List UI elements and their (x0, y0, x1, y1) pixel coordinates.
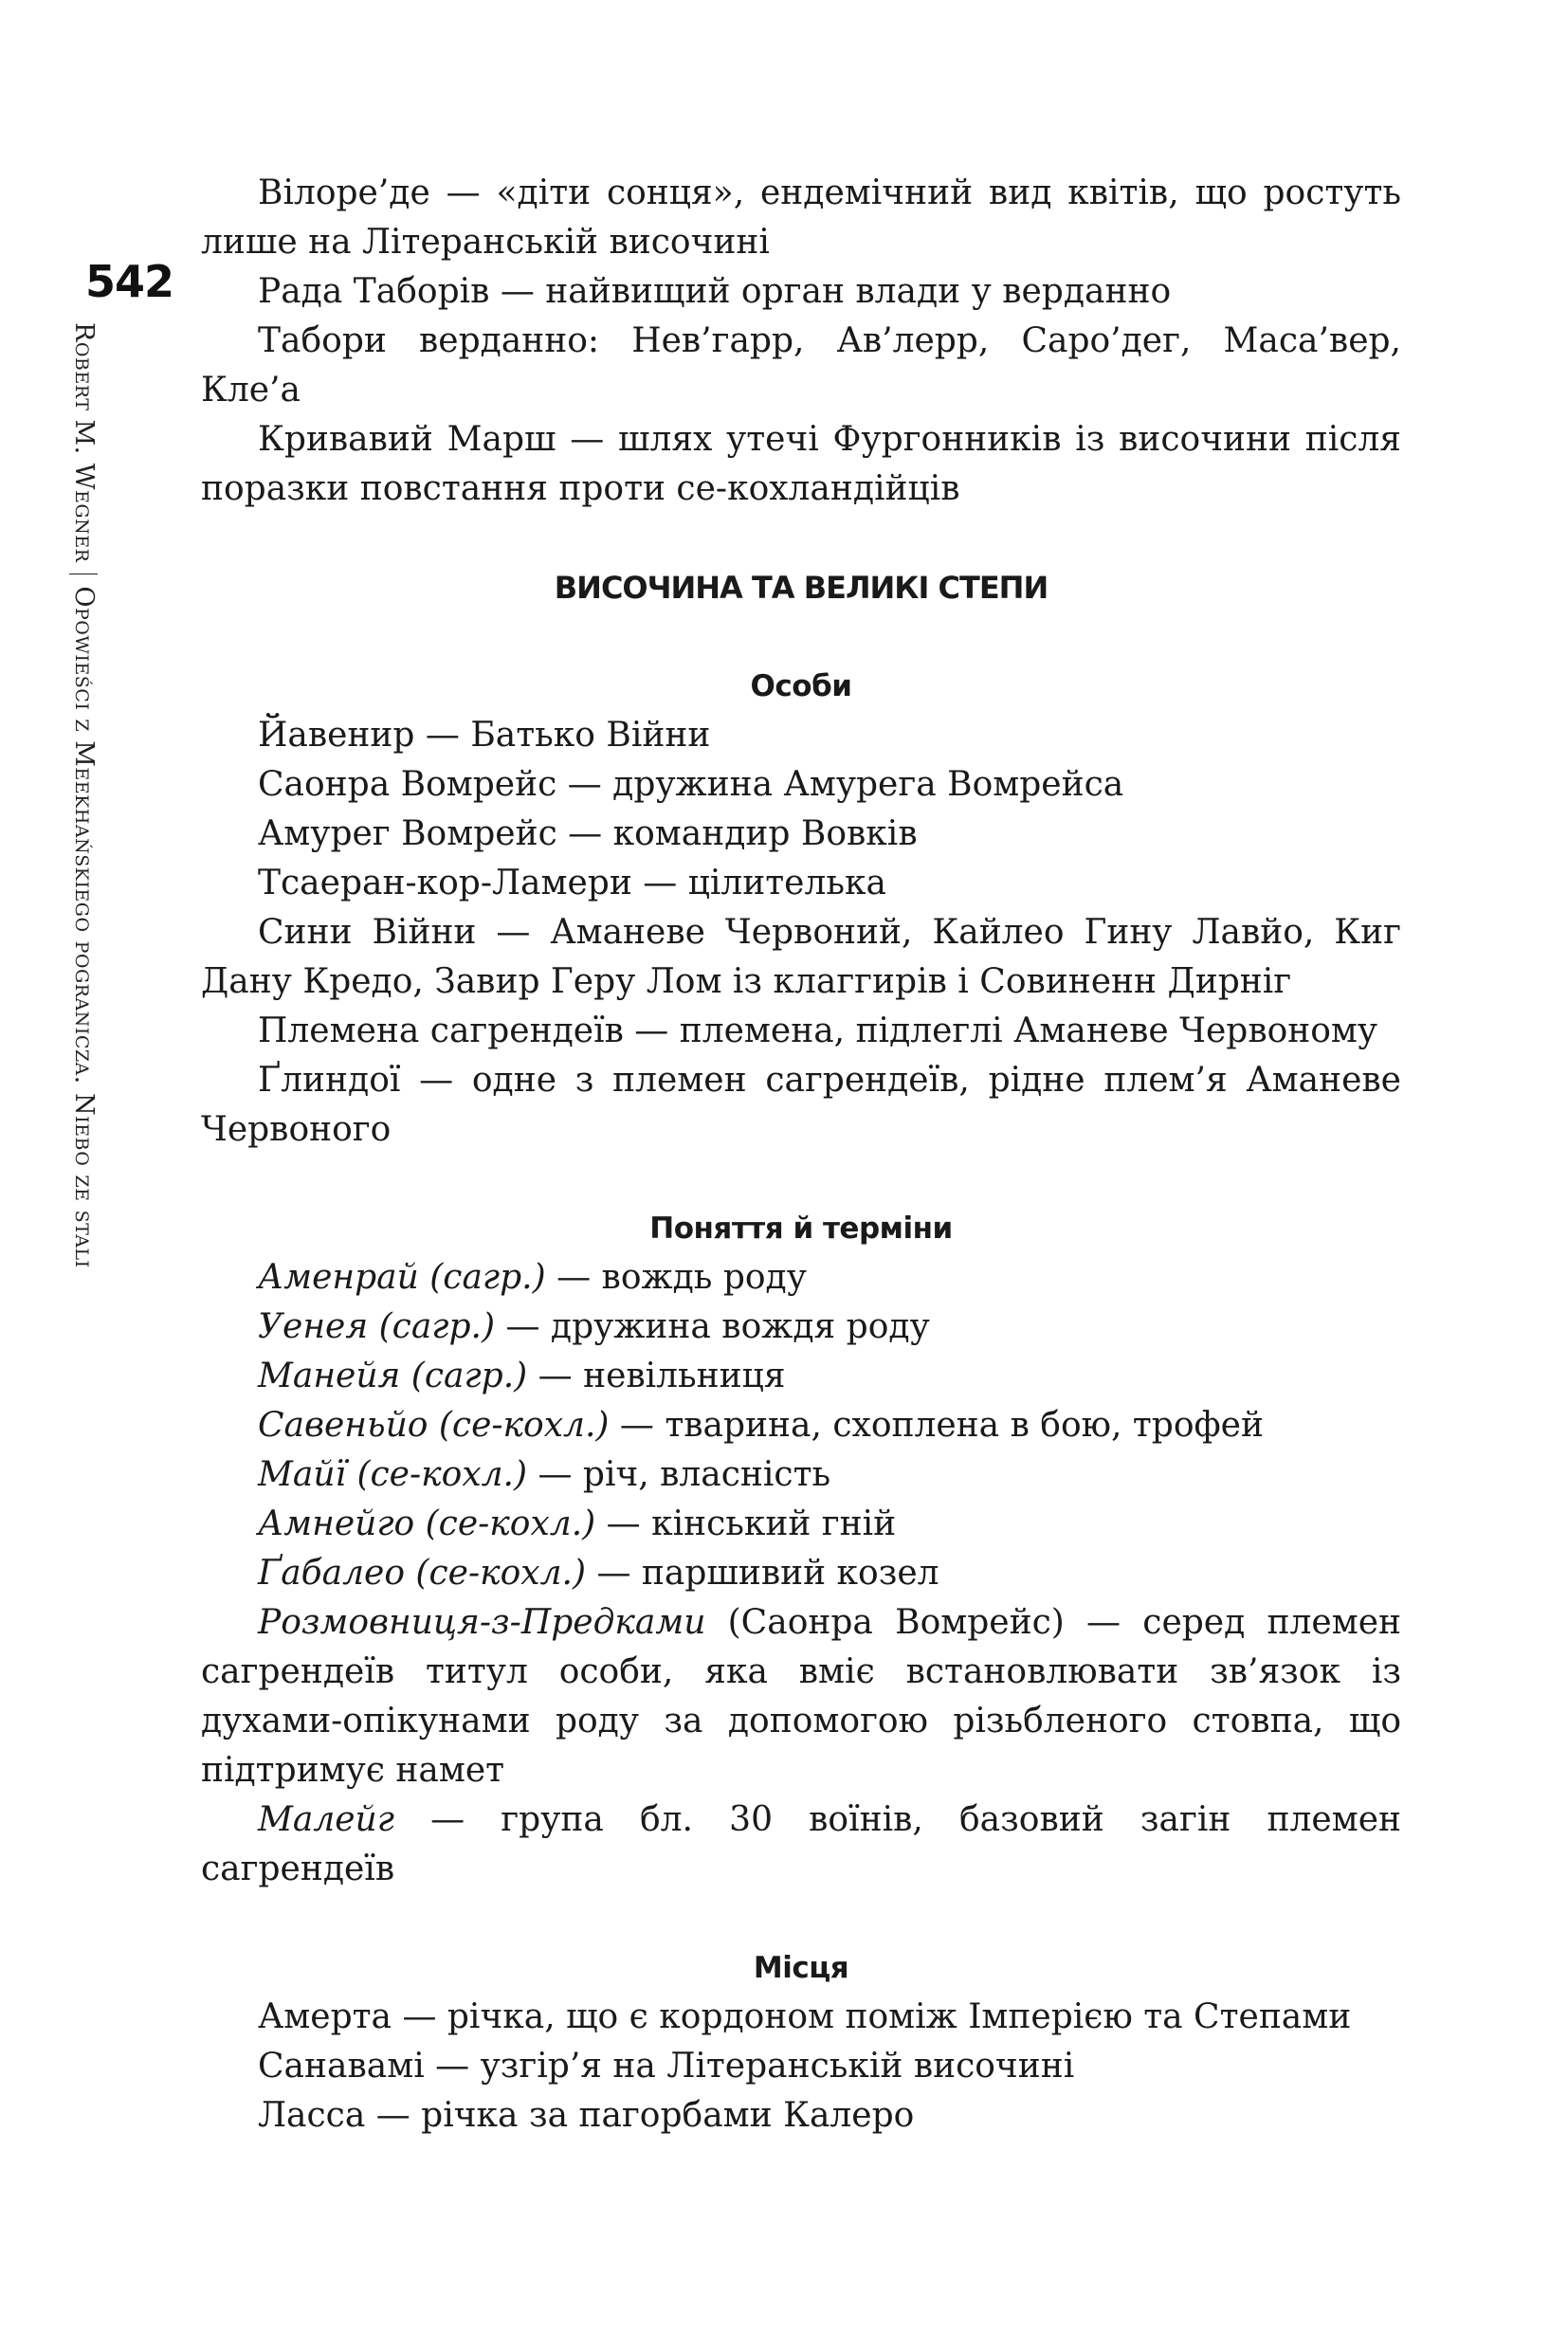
term-entry (201, 1795, 1401, 1894)
running-head-title: Opowieści z Meekhańskiego pogranicza. Niebo ze stali (69, 586, 99, 1268)
term-entry (201, 1450, 1401, 1500)
section-title: ВИСОЧИНА ТА ВЕЛИКІ СТЕПИ (554, 570, 1048, 606)
running-head-author: Robert M. Wegner (69, 322, 99, 563)
term-definition: — дружина вождя роду (495, 1307, 930, 1346)
term-definition: — група бл. 30 воїнів, базовий загін племен сагрендеїв (201, 1800, 1401, 1888)
term-entry (201, 1352, 1401, 1401)
term: Савеньйо (се-кохл.) (258, 1406, 610, 1445)
term-definition: — вождь роду (545, 1258, 807, 1297)
place-entry: Амерта — річка, що є кордоном поміж Імперією та Степами (258, 1997, 1352, 2036)
term: Розмовниця-з-Предками (258, 1603, 706, 1642)
person-entry: Йавенир — Батько Війни (258, 716, 711, 755)
term-entry (201, 1401, 1401, 1450)
intro-entry: Рада Таборів — найвищий орган влади у верданно (258, 272, 1172, 311)
term-entry (201, 1598, 1401, 1795)
intro-entry: Вілоре’де — «діти сонця», ендемічний вид квітів, що ростуть лише на Літеранській височині (201, 173, 1401, 262)
place-entry: Санавамі — узгір’я на Літеранській височині (258, 2047, 1075, 2086)
intro-entry: Кривавий Марш — шлях утечі Фургонників із височини після поразки повстання проти се-кохландійців (201, 420, 1401, 508)
places-heading: Місця (753, 1951, 849, 1985)
running-head (69, 322, 99, 1268)
term-definition: (Саонра Вомрейс) — серед племен сагрендеїв титул особи, яка вміє встановлювати зв’язок із духами-опікунами роду за допомогою різьбленого стовпа, що підтримує намет (201, 1603, 1401, 1790)
term: Амнейго (се-кохл.) (258, 1504, 596, 1543)
term-entry (201, 1500, 1401, 1549)
term-entry (201, 1549, 1401, 1598)
page-number: 542 (85, 256, 174, 307)
person-entry: Амурег Вомрейс — командир Вовків (258, 814, 918, 853)
term: Малейг (258, 1800, 394, 1839)
person-entry: Ґлиндої — одне з племен сагрендеїв, рідне плем’я Аманеве Червоного (201, 1061, 1401, 1149)
term: Манейя (сагр.) (258, 1357, 528, 1395)
term: Ґабалео (се-кохл.) (258, 1554, 586, 1593)
term: Майї (се-кохл.) (258, 1455, 528, 1494)
term-definition: — невільниця (527, 1357, 786, 1395)
place-entry: Ласса — річка за пагорбами Калеро (258, 2096, 915, 2135)
person-entry: Племена сагрендеїв — племена, підлеглі Аманеве Червоному (258, 1011, 1378, 1050)
term: Аменрай (сагр.) (258, 1258, 546, 1297)
term: Уенея (сагр.) (258, 1307, 496, 1346)
intro-entry: Табори верданно: Нев’гарр, Ав’лерр, Саро’дег, Маса’вер, Кле’а (201, 321, 1401, 410)
person-entry: Саонра Вомрейс — дружина Амурега Вомрейса (258, 765, 1124, 804)
main-text (201, 169, 1401, 2141)
term-definition: — тварина, схоплена в бою, трофей (609, 1406, 1264, 1445)
person-entry: Сини Війни — Аманеве Червоний, Кайлео Гину Лавйо, Киг Дану Кредо, Завир Геру Лом із клаггирів і Совиненн Дирніг (201, 913, 1401, 1001)
terms-heading: Поняття й терміни (649, 1212, 953, 1246)
persons-heading: Особи (750, 669, 852, 703)
term-definition: — річ, власність (527, 1455, 831, 1494)
term-entry (201, 1253, 1401, 1303)
person-entry: Тсаеран-кор-Ламери — цілителька (258, 864, 886, 902)
term-entry (201, 1303, 1401, 1352)
term-definition: — паршивий козел (586, 1554, 939, 1593)
term-definition: — кінський гній (595, 1504, 897, 1543)
